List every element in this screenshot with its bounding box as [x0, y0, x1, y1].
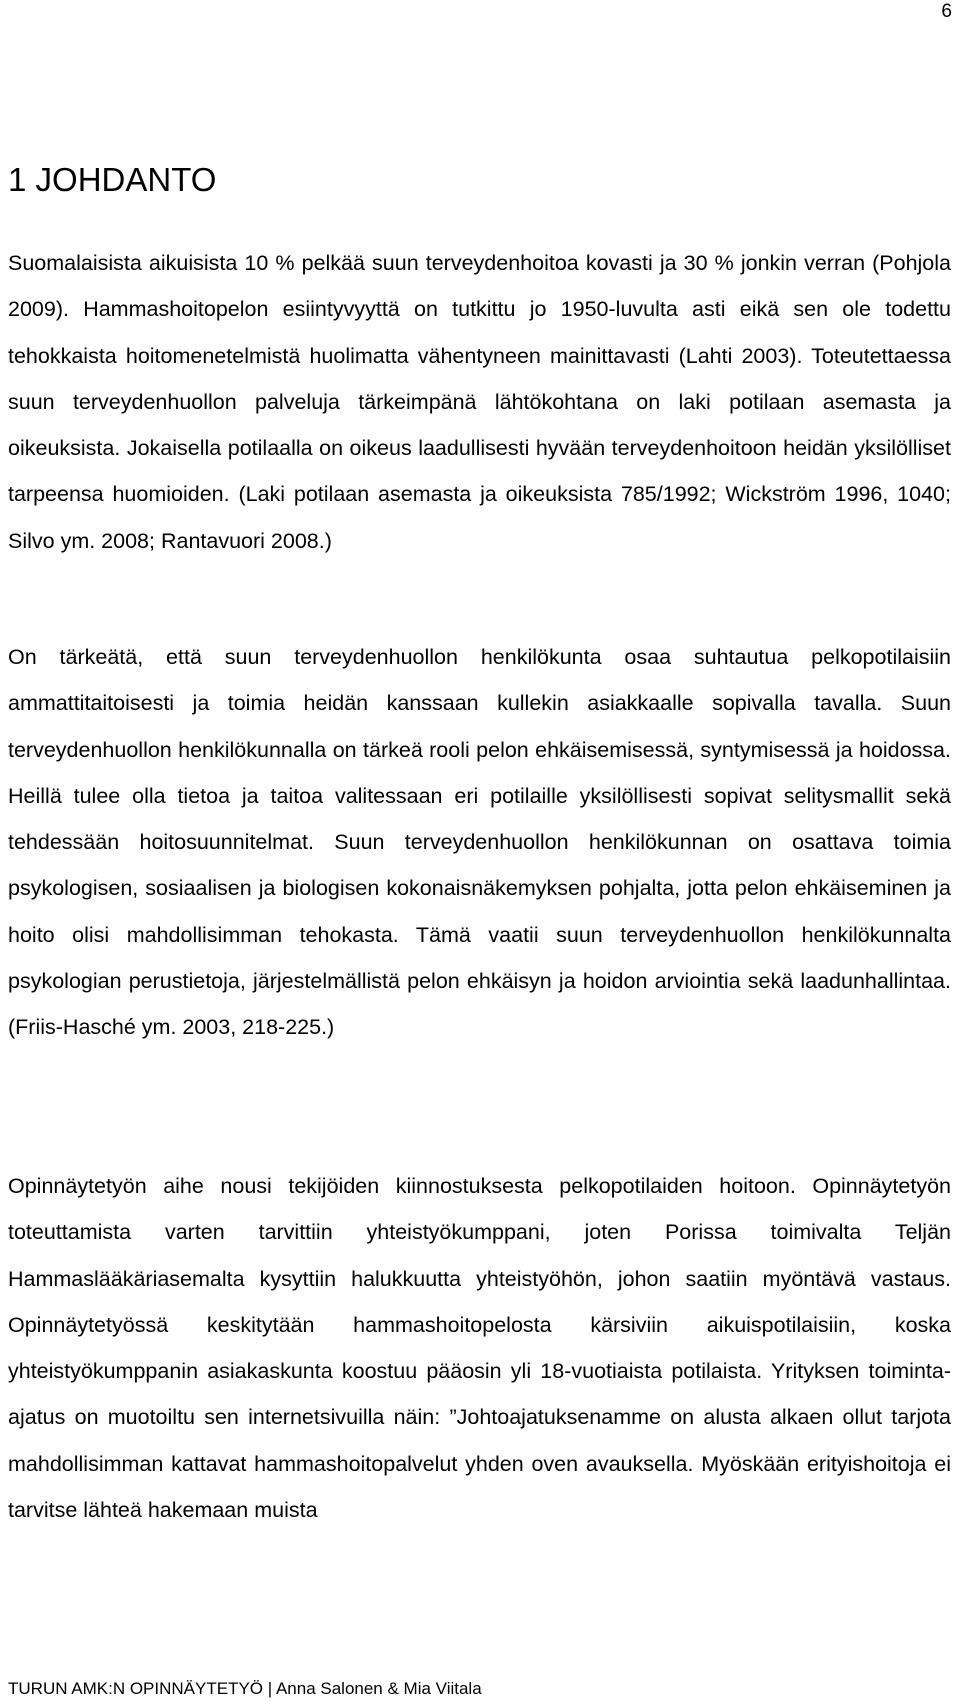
page-number: 6 [941, 1, 952, 22]
section-heading: 1 JOHDANTO [8, 161, 217, 198]
paragraph-1: Suomalaisista aikuisista 10 % pelkää suun terveydenhoitoa kovasti ja 30 % jonkin verran (Pohjola 2009). Hammashoitopelon esiintyvyyttä on tutkittu jo 1950-luvulta asti eikä sen ole todettu tehokkaista hoitomenetelmistä huolimatta vähentyneen mainittavasti (Lahti 2003). Toteutettaessa suun terveydenhuollon palveluja tärkeimpänä lähtökohtana on laki potilaan asemasta ja oikeuksista. Jokaisella potilaalla on oikeus laadullisesti hyvään terveydenhoitoon heidän yksilölliset tarpeensa huomioiden. (Laki potilaan asemasta ja oikeuksista 785/1992; Wickström 1996, 1040; Silvo ym. 2008; Rantavuori 2008.) [8, 251, 951, 553]
paragraph-3: Opinnäytetyön aihe nousi tekijöiden kiinnostuksesta pelkopotilaiden hoitoon. Opinnäytetyön toteuttamista varten tarvittiin yhteistyökumppani, joten Porissa toimivalta Teljän Hammaslääkäriasemalta kysyttiin halukkuutta yhteistyöhön, johon saatiin myöntävä vastaus. Opinnäytetyössä keskitytään hammashoitopelosta kärsiviin aikuispotilaisiin, koska yhteistyökumppanin asiakaskunta koostuu pääosin yli 18-vuotiaista potilaista. Yrityksen toiminta-ajatus on muotoiltu sen internetsivuilla näin: ”Johtoajatuksenamme on alusta alkaen ollut tarjota mahdollisimman kattavat hammashoitopalvelut yhden oven avauksella. Myöskään erityishoitoja ei tarvitse lähteä hakemaan muista [8, 1174, 951, 1523]
paragraph-2: On tärkeätä, että suun terveydenhuollon henkilökunta osaa suhtautua pelkopotilaisiin ammattitaitoisesti ja toimia heidän kanssaan kullekin asiakkaalle sopivalla tavalla. Suun terveydenhuollon henkilökunnalla on tärkeä rooli pelon ehkäisemisessä, syntymisessä ja hoidossa. Heillä tulee olla tietoa ja taitoa valitessaan eri potilaille yksilöllisesti sopivat selitysmallit sekä tehdessään hoitosuunnitelmat. Suun terveydenhuollon henkilökunnan on osattava toimia psykologisen, sosiaalisen ja biologisen kokonaisnäkemyksen pohjalta, jotta pelon ehkäiseminen ja hoito olisi mahdollisimman tehokasta. Tämä vaatii suun terveydenhuollon henkilökunnalta psykologian perustietoja, järjestelmällistä pelon ehkäisyn ja hoidon arviointia sekä laadunhallintaa. (Friis-Hasché ym. 2003, 218-225.) [8, 645, 951, 1040]
page-footer: TURUN AMK:N OPINNÄYTETYÖ | Anna Salonen & Mia Viitala [8, 1679, 482, 1698]
